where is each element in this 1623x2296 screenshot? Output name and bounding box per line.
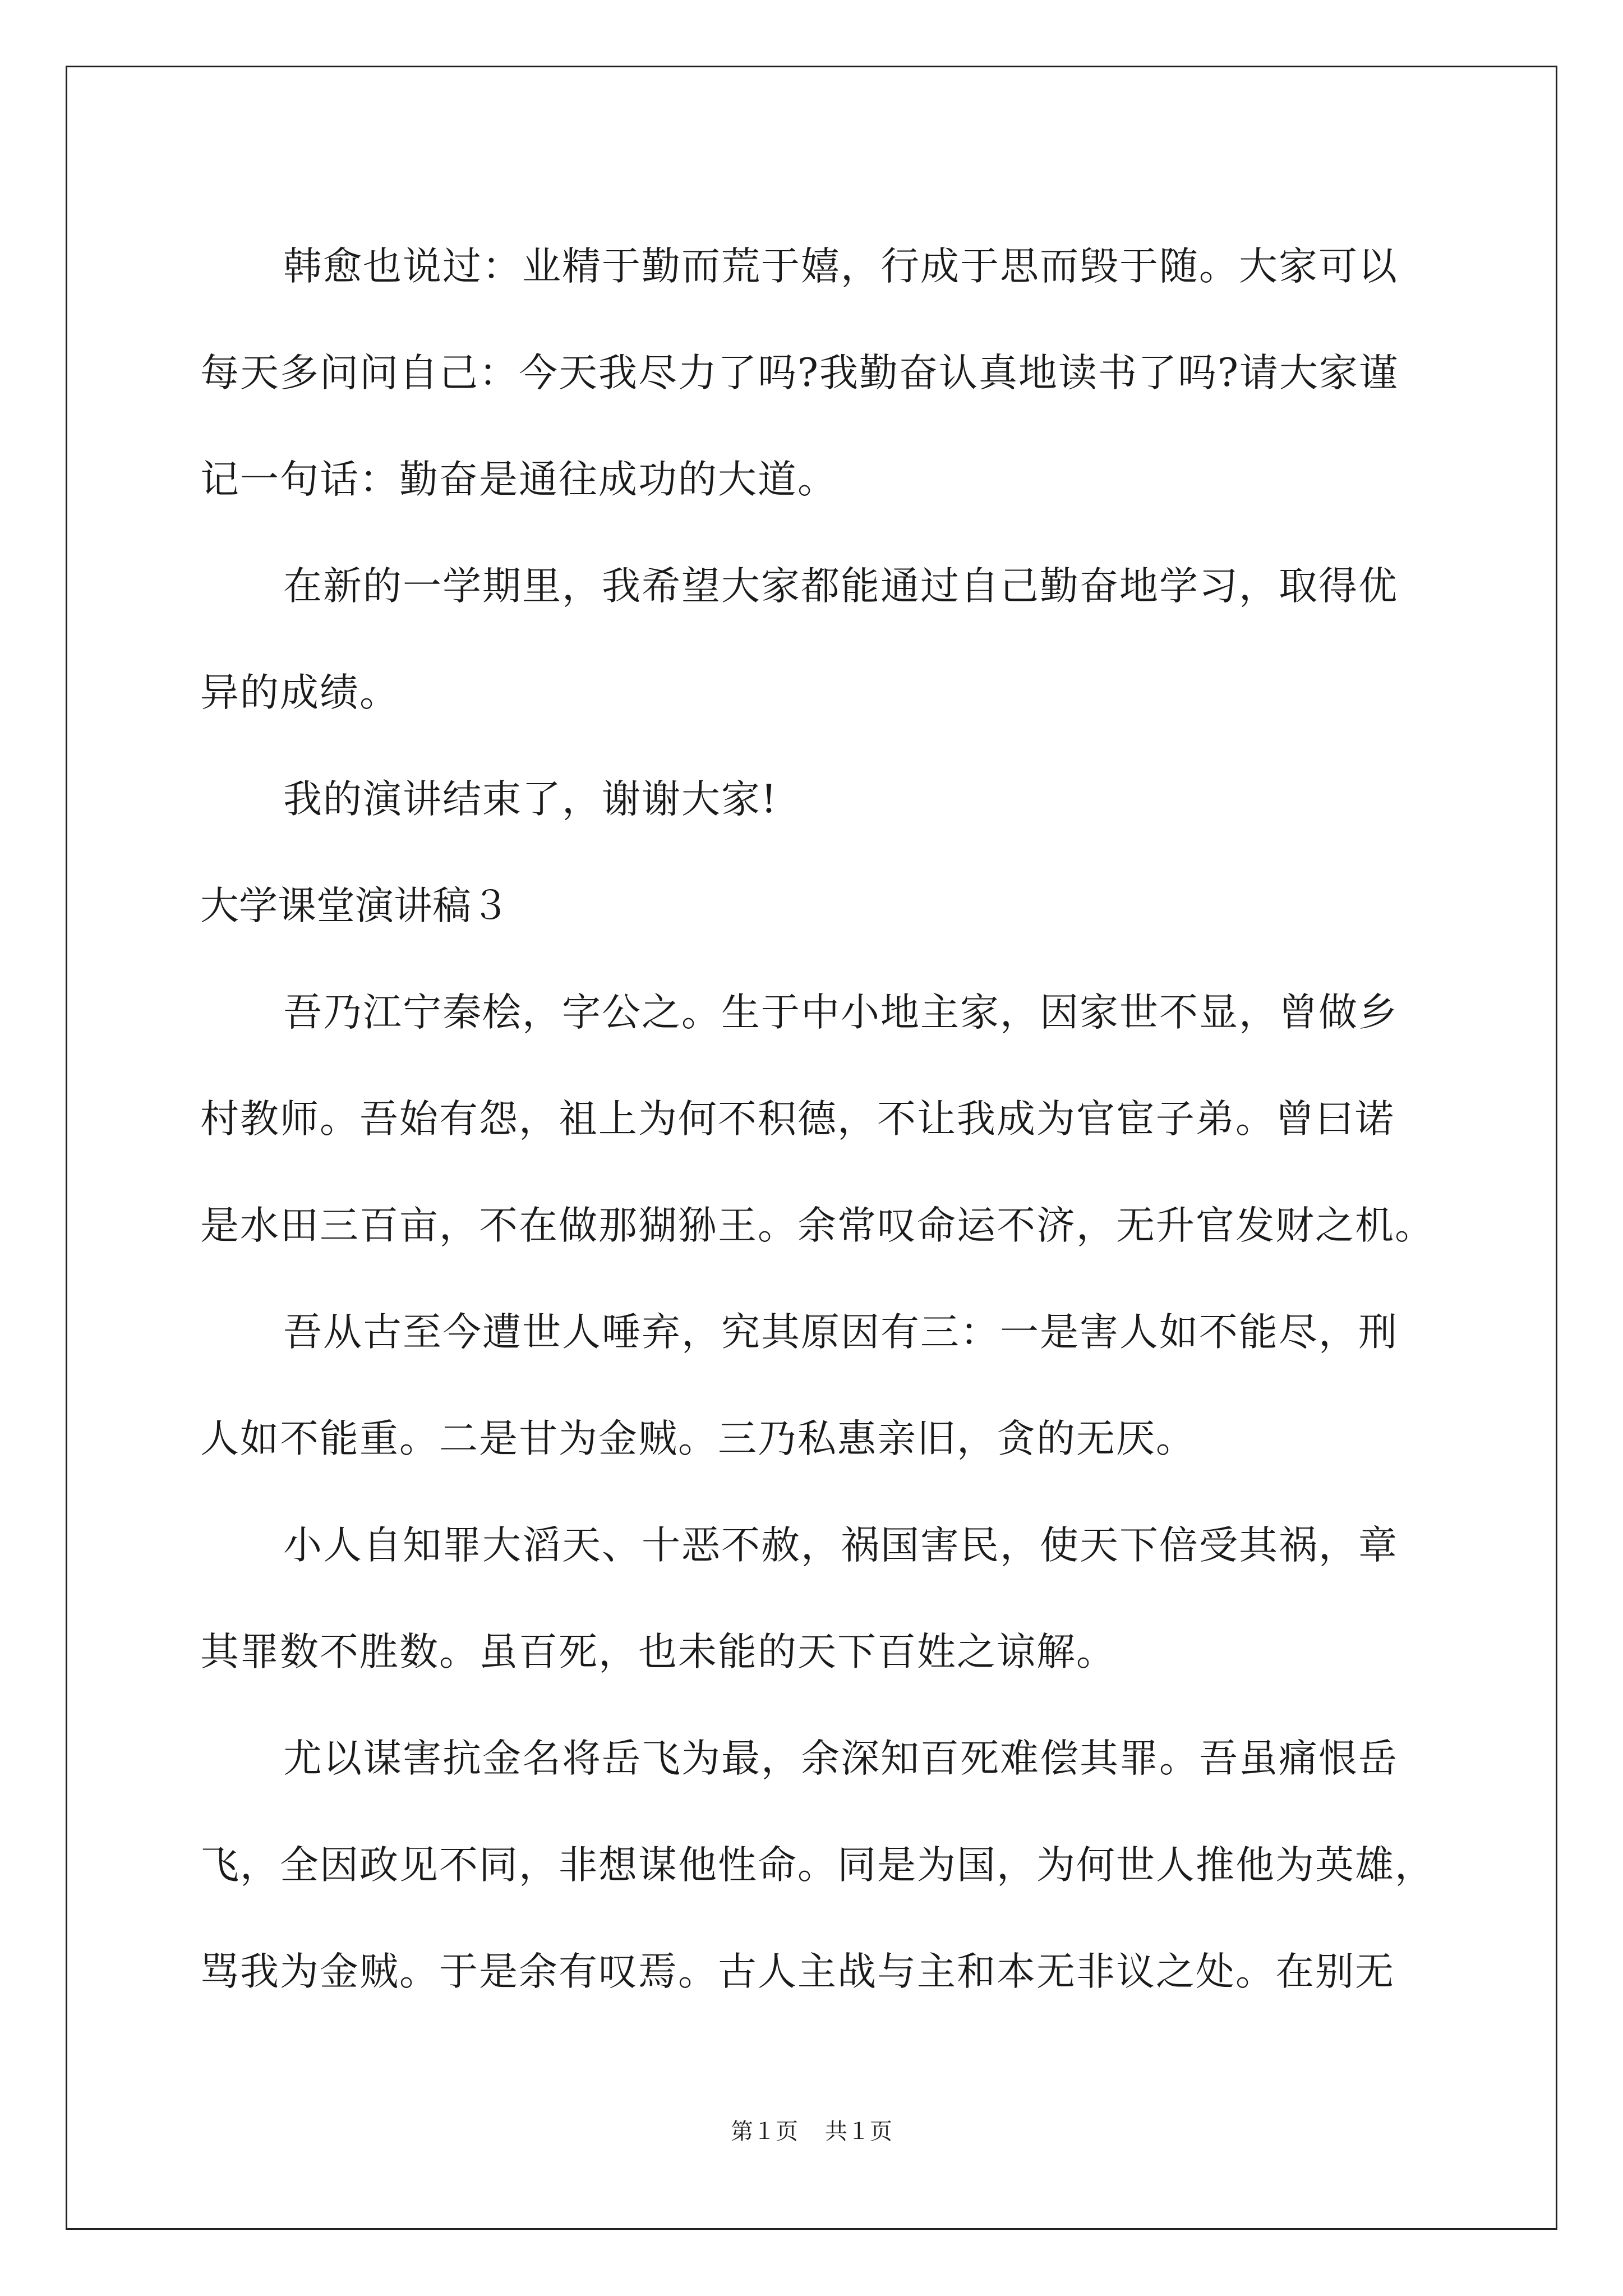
paragraph-line: 其罪数不胜数。虽百死，也未能的天下百姓之谅解。	[200, 1630, 1116, 1674]
paragraph-line: 韩愈也说过：业精于勤而荒于嬉，行成于思而毁于随。大家可以	[283, 244, 1398, 289]
paragraph-line: 小人自知罪大滔天、十恶不赦，祸国害民，使天下倍受其祸，章	[283, 1523, 1398, 1568]
section-heading: 大学课堂演讲稿３	[200, 884, 510, 928]
paragraph-line: 异的成绩。	[200, 670, 399, 715]
paragraph-line: 吾乃江宁秦桧，字公之。生于中小地主家，因家世不显，曾做乡	[283, 990, 1398, 1035]
paragraph-line: 我的演讲结束了，谢谢大家!	[283, 777, 778, 822]
paragraph-line: 飞，全因政见不同，非想谋他性命。同是为国，为何世人推他为英雄，	[200, 1843, 1435, 1888]
paragraph-line: 在新的一学期里，我希望大家都能通过自己勤奋地学习，取得优	[283, 564, 1398, 609]
page-footer	[0, 2115, 1623, 2148]
paragraph-line: 每天多问问自己：今天我尽力了吗?我勤奋认真地读书了吗?请大家谨	[200, 351, 1399, 395]
paragraph-line: 吾从古至今遭世人唾弃，究其原因有三：一是害人如不能尽，刑	[283, 1310, 1398, 1355]
paragraph-line: 人如不能重。二是甘为金贼。三乃私惠亲旧，贪的无厌。	[200, 1416, 1196, 1461]
page-number: 第１页	[731, 2119, 798, 2145]
document-body	[200, 213, 1434, 2025]
paragraph-line: 是水田三百亩，不在做那猢狲王。余常叹命运不济，无升官发财之机。	[200, 1203, 1435, 1248]
paragraph-line: 村教师。吾始有怨，祖上为何不积德，不让我成为官宦子弟。曾曰诺	[200, 1097, 1395, 1142]
paragraph-line: 记一句话：勤奋是通往成功的大道。	[200, 457, 837, 502]
paragraph-line: 尤以谋害抗金名将岳飞为最，余深知百死难偿其罪。吾虽痛恨岳	[283, 1736, 1398, 1781]
page-total: 共１页	[825, 2119, 892, 2145]
paragraph-line: 骂我为金贼。于是余有叹焉。古人主战与主和本无非议之处。在别无	[200, 1949, 1395, 1994]
